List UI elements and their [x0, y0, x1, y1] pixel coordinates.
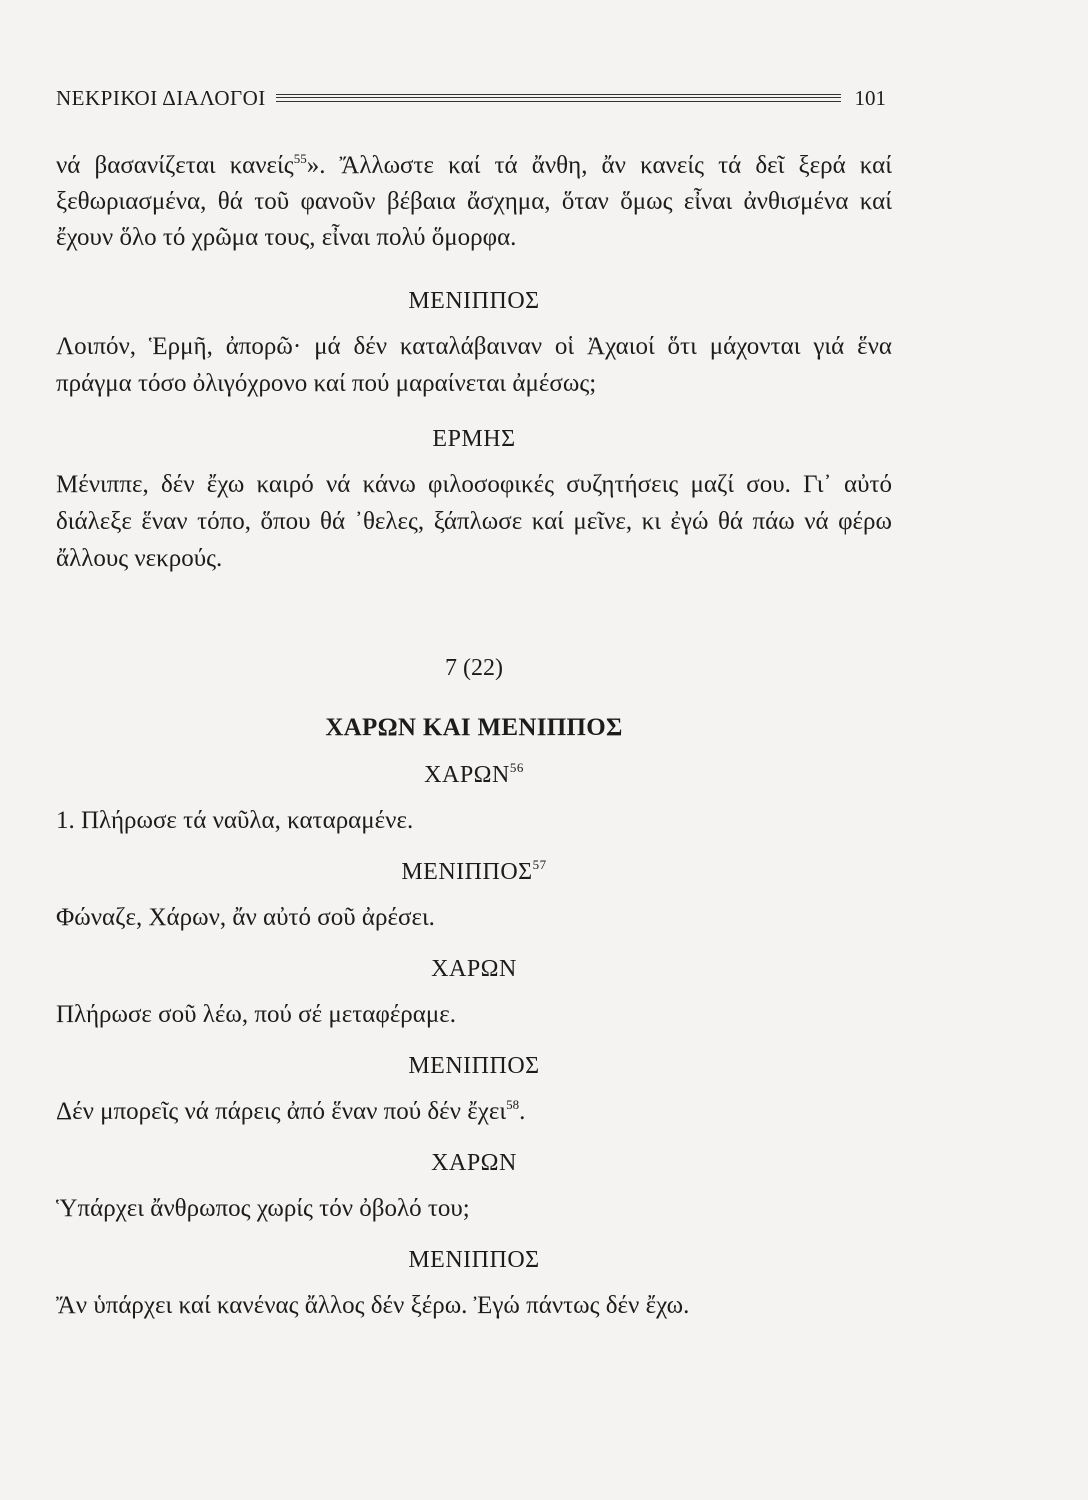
paragraph: Πλήρωσε σοῦ λέω, πού σέ μεταφέραμε.	[56, 1001, 457, 1028]
paragraph: Μένιππε, δέν ἔχω καιρό νά κάνω φιλοσοφικές συζητήσεις μαζί σου. Γι᾿ αὐτό διάλεξε ἕναν τόπο, ὅπου θά ᾿θελες, ξάπλωσε καί μεῖνε, κι ἐγώ θά πάω νά φέρω ἄλλους νεκρούς.	[56, 471, 892, 572]
speaker-heading: ΜΕΝΙΠΠΟΣ	[408, 1053, 540, 1079]
running-header	[56, 82, 886, 114]
footnote-marker: 58	[506, 1097, 520, 1112]
text-run: ». Ἄλλωστε καί τά ἄνθη, ἄν κανείς τά δεῖ ξερά καί ξεθωριασμένα, θά τοῦ φανοῦν βέβαια ἄσχημα, ὅταν ὅμως εἶναι ἀνθισμένα καί ἔχουν ὅλο τό χρῶμα τους, εἶναι πολύ ὅμορφα.	[56, 152, 892, 251]
chapter-number: 7 (22)	[445, 655, 503, 681]
paragraph: Ἄν ὑπάρχει καί κανένας ἄλλος δέν ξέρω. Ἐγώ πάντως δέν ἔχω.	[56, 1292, 690, 1319]
paragraph: Λοιπόν, Ἑρμῆ, ἀπορῶ· μά δέν καταλάβαιναν οἱ Ἀχαιοί ὅτι μάχονται γιά ἕνα πράγμα τόσο ὀλιγόχρονο καί πού μαραίνεται ἀμέσως;	[56, 333, 892, 397]
page-body	[56, 148, 892, 1324]
header-rule	[276, 94, 841, 102]
footnote-marker: 55	[293, 151, 307, 166]
text-run: Δέν μπορεῖς νά πάρεις ἀπό ἕναν πού δέν ἔχει	[56, 1098, 507, 1125]
text-run: .	[519, 1098, 526, 1125]
chapter-title: ΧΑΡΩΝ ΚΑΙ ΜΕΝΙΠΠΟΣ	[325, 714, 623, 741]
running-title: ΝΕΚΡΙΚΟΙ ΔΙΑΛΟΓΟΙ	[56, 85, 266, 110]
paragraph: Ὑπάρχει ἄνθρωπος χωρίς τόν ὀβολό του;	[56, 1195, 470, 1222]
speaker-heading: ΕΡΜΗΣ	[432, 426, 516, 452]
speaker-heading: ΧΑΡΩΝ	[431, 956, 517, 982]
paragraph: Φώναζε, Χάρων, ἄν αὐτό σοῦ ἀρέσει.	[56, 904, 435, 931]
paragraph	[56, 148, 892, 256]
speaker-name: ΧΑΡΩΝ	[424, 762, 510, 788]
text-run: νά βασανίζεται κανείς	[56, 152, 294, 179]
footnote-marker: 56	[509, 760, 524, 775]
speaker-heading: ΜΕΝΙΠΠΟΣ	[408, 288, 540, 314]
paragraph	[56, 1093, 892, 1130]
speaker-heading	[56, 760, 892, 790]
speaker-heading: ΜΕΝΙΠΠΟΣ	[408, 1247, 540, 1273]
paragraph: 1. Πλήρωσε τά ναῦλα, καταραμένε.	[56, 807, 414, 834]
speaker-heading: ΧΑΡΩΝ	[431, 1150, 517, 1176]
page-number: 101	[854, 85, 886, 110]
footnote-marker: 57	[532, 857, 547, 872]
speaker-heading	[56, 857, 892, 887]
speaker-name: ΜΕΝΙΠΠΟΣ	[401, 859, 533, 885]
